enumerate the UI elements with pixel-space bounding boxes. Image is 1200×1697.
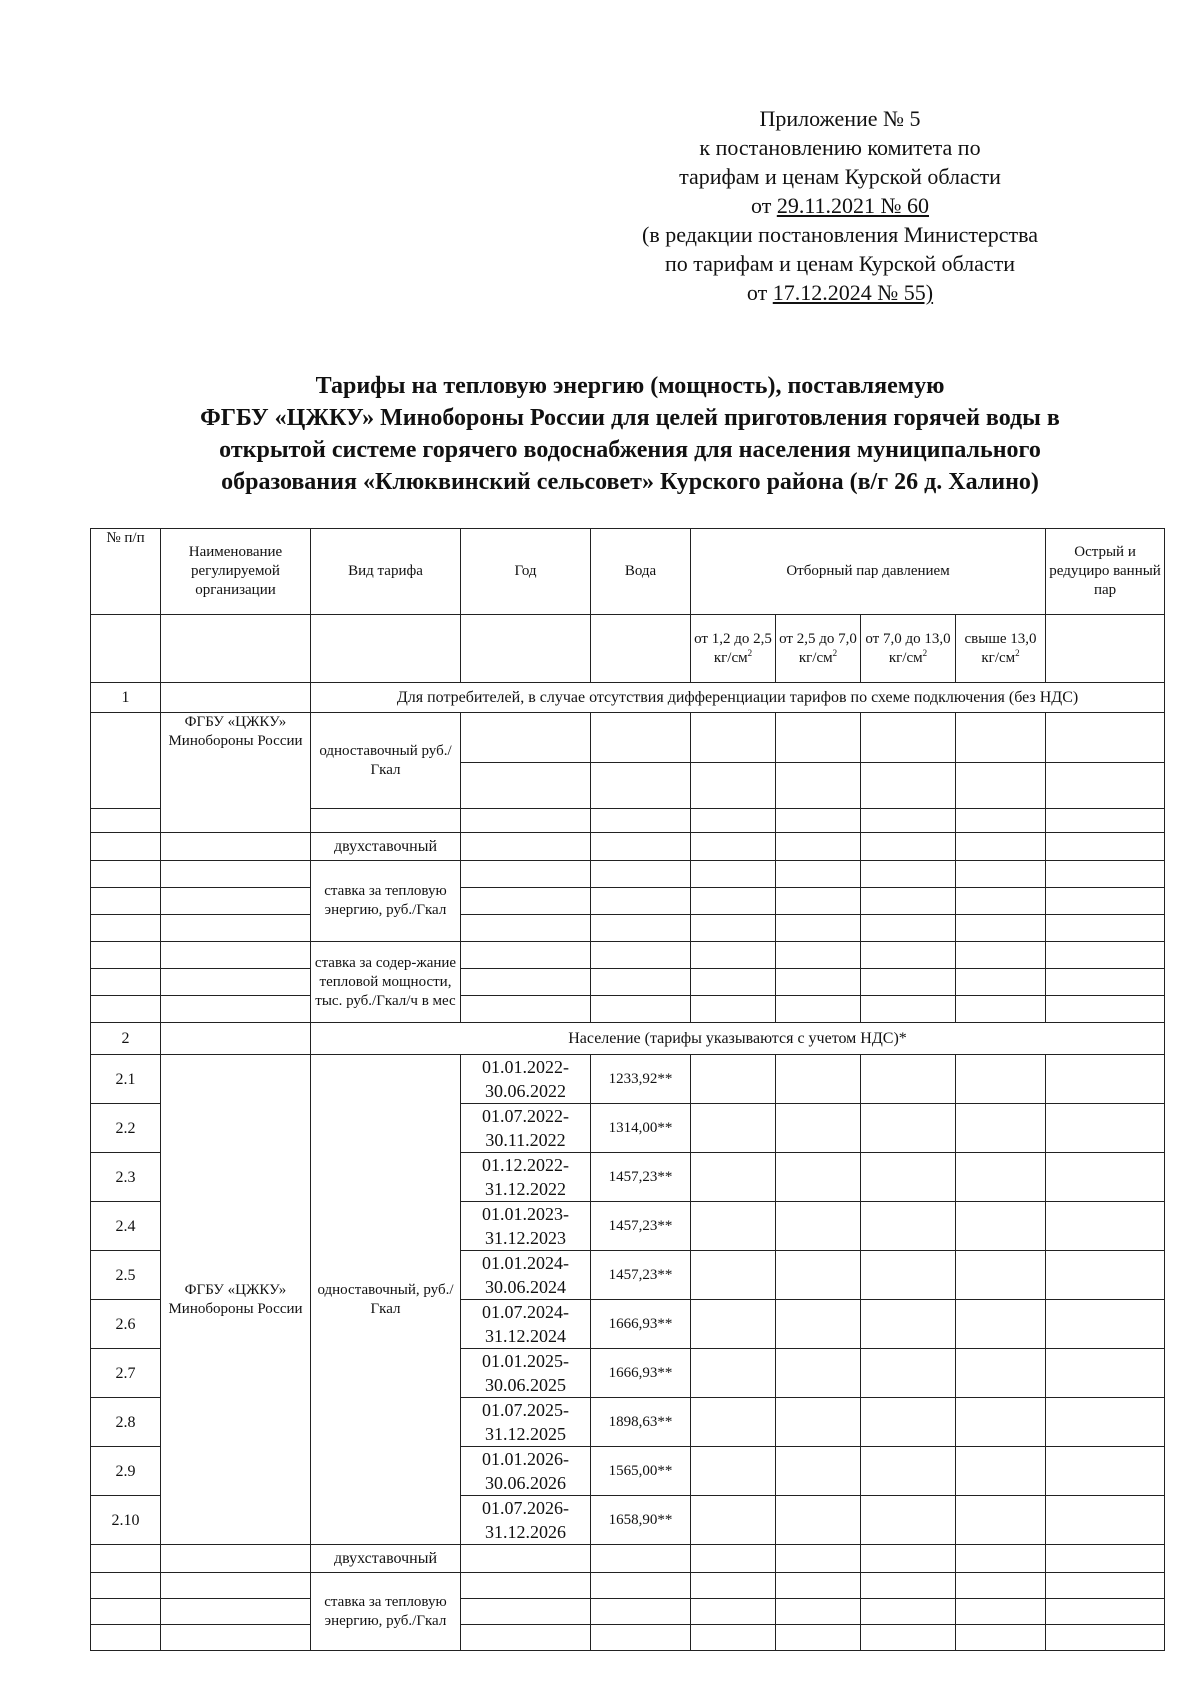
empty-cell xyxy=(461,833,591,861)
empty-cell xyxy=(691,713,776,763)
empty-cell xyxy=(691,969,776,996)
empty-cell xyxy=(776,1153,861,1202)
empty-cell xyxy=(691,1398,776,1447)
empty-cell xyxy=(691,1153,776,1202)
empty-cell xyxy=(161,1625,311,1651)
empty-cell xyxy=(591,888,691,915)
empty-cell xyxy=(861,1447,956,1496)
row-water-tariff: 1457,23** xyxy=(591,1202,691,1251)
empty-cell xyxy=(1046,1104,1165,1153)
section-1-energy-row xyxy=(91,888,1165,915)
empty-cell xyxy=(461,969,591,996)
row-period: 01.07.2025-31.12.2025 xyxy=(461,1398,591,1447)
empty-cell xyxy=(956,1625,1046,1651)
header-row xyxy=(91,529,1165,615)
empty-cell xyxy=(1046,833,1165,861)
empty-cell xyxy=(861,888,956,915)
empty-cell xyxy=(91,888,161,915)
empty-cell xyxy=(691,809,776,833)
section-1-capacity-row xyxy=(91,996,1165,1023)
empty-cell xyxy=(691,888,776,915)
empty-cell xyxy=(776,833,861,861)
empty-cell xyxy=(861,942,956,969)
row-water-tariff: 1565,00** xyxy=(591,1447,691,1496)
empty-cell xyxy=(956,713,1046,763)
empty-cell xyxy=(91,915,161,942)
row-num: 2.10 xyxy=(91,1496,161,1545)
pressure-3-label: от 7,0 до 13,0 кг/см xyxy=(865,630,951,666)
section-2-energy-row xyxy=(91,1599,1165,1625)
empty-cell xyxy=(161,888,311,915)
empty-cell xyxy=(861,1300,956,1349)
squared-sup: 2 xyxy=(922,647,928,658)
empty-cell xyxy=(861,861,956,888)
empty-cell xyxy=(161,915,311,942)
empty-cell xyxy=(1046,615,1165,683)
appendix-line: к постановлению комитета по xyxy=(699,135,981,160)
appendix-line xyxy=(600,278,1080,307)
empty-cell xyxy=(956,1202,1046,1251)
empty-cell xyxy=(956,888,1046,915)
empty-cell xyxy=(776,1625,861,1651)
empty-cell xyxy=(91,969,161,996)
row-water-tariff: 1314,00** xyxy=(591,1104,691,1153)
empty-cell xyxy=(91,861,161,888)
empty-cell xyxy=(91,1573,161,1599)
empty-cell xyxy=(956,1153,1046,1202)
row-water-tariff: 1658,90** xyxy=(591,1496,691,1545)
section-2-energy-row xyxy=(91,1625,1165,1651)
empty-cell xyxy=(776,888,861,915)
section-2-title: Население (тарифы указываются с учетом НДС)* xyxy=(311,1023,1165,1055)
empty-cell xyxy=(461,615,591,683)
empty-cell xyxy=(776,1545,861,1573)
empty-cell xyxy=(461,888,591,915)
col-header-num: № п/п xyxy=(91,529,161,615)
row-water-tariff: 1457,23** xyxy=(591,1153,691,1202)
row-num: 2.4 xyxy=(91,1202,161,1251)
empty-cell xyxy=(591,996,691,1023)
empty-cell xyxy=(956,1447,1046,1496)
row-period: 01.07.2026-31.12.2026 xyxy=(461,1496,591,1545)
col-header-org: Наименование регулируемой организации xyxy=(161,529,311,615)
amendment-ref: 17.12.2024 № 55) xyxy=(772,280,934,305)
empty-cell xyxy=(861,833,956,861)
empty-cell xyxy=(691,1300,776,1349)
empty-cell xyxy=(91,809,161,833)
empty-cell xyxy=(776,1573,861,1599)
empty-cell xyxy=(311,809,461,833)
empty-cell xyxy=(776,1251,861,1300)
section-2-two-rate-row xyxy=(91,1545,1165,1573)
empty-cell xyxy=(161,861,311,888)
row-period: 01.07.2022-30.11.2022 xyxy=(461,1104,591,1153)
empty-cell xyxy=(1046,1545,1165,1573)
empty-cell xyxy=(776,1349,861,1398)
pressure-3 xyxy=(861,615,956,683)
empty-cell xyxy=(161,942,311,969)
section-1-org: ФГБУ «ЦЖКУ» Минобороны России xyxy=(161,713,311,833)
row-num: 2.6 xyxy=(91,1300,161,1349)
appendix-line: тарифам и ценам Курской области xyxy=(679,164,1001,189)
empty-cell xyxy=(1046,1599,1165,1625)
section-1-num: 1 xyxy=(91,683,161,713)
empty-cell xyxy=(861,1251,956,1300)
row-period: 01.12.2022-31.12.2022 xyxy=(461,1153,591,1202)
empty-cell xyxy=(691,1055,776,1104)
empty-cell xyxy=(776,1055,861,1104)
empty-cell xyxy=(161,683,311,713)
resolution-ref: 29.11.2021 № 60 xyxy=(776,193,929,218)
empty-cell xyxy=(91,615,161,683)
section-1-energy-row xyxy=(91,915,1165,942)
pressure-1 xyxy=(691,615,776,683)
empty-cell xyxy=(91,713,161,809)
empty-cell xyxy=(161,1023,311,1055)
empty-cell xyxy=(91,942,161,969)
empty-cell xyxy=(861,1545,956,1573)
empty-cell xyxy=(861,713,956,763)
section-1-header xyxy=(91,683,1165,713)
section-1-energy-row xyxy=(91,861,1165,888)
row-num: 2.3 xyxy=(91,1153,161,1202)
empty-cell xyxy=(776,1599,861,1625)
row-water-tariff: 1233,92** xyxy=(591,1055,691,1104)
empty-cell xyxy=(1046,1625,1165,1651)
appendix-block xyxy=(600,104,1080,307)
empty-cell xyxy=(956,1496,1046,1545)
row-water-tariff: 1666,93** xyxy=(591,1300,691,1349)
empty-cell xyxy=(311,615,461,683)
empty-cell xyxy=(591,969,691,996)
empty-cell xyxy=(956,1545,1046,1573)
section-1-title: Для потребителей, в случае отсутствия дифференциации тарифов по схеме подключения (без НДС) xyxy=(311,683,1165,713)
empty-cell xyxy=(1046,1202,1165,1251)
empty-cell xyxy=(1046,763,1165,809)
section-1-one-rate: одноставочный руб./Гкал xyxy=(311,713,461,809)
empty-cell xyxy=(691,1104,776,1153)
empty-cell xyxy=(776,915,861,942)
empty-cell xyxy=(691,861,776,888)
empty-cell xyxy=(776,1398,861,1447)
empty-cell xyxy=(1046,1447,1165,1496)
squared-sup: 2 xyxy=(747,647,753,658)
empty-cell xyxy=(861,1202,956,1251)
empty-cell xyxy=(776,942,861,969)
empty-cell xyxy=(591,915,691,942)
section-2-energy-row xyxy=(91,1573,1165,1599)
empty-cell xyxy=(1046,915,1165,942)
empty-cell xyxy=(691,1349,776,1398)
empty-cell xyxy=(691,763,776,809)
empty-cell xyxy=(1046,942,1165,969)
empty-cell xyxy=(461,763,591,809)
section-2-num: 2 xyxy=(91,1023,161,1055)
empty-cell xyxy=(91,996,161,1023)
empty-cell xyxy=(461,1599,591,1625)
empty-cell xyxy=(776,1104,861,1153)
empty-cell xyxy=(691,942,776,969)
appendix-prefix: от xyxy=(750,193,777,218)
empty-cell xyxy=(161,1573,311,1599)
empty-cell xyxy=(776,1202,861,1251)
empty-cell xyxy=(691,833,776,861)
empty-cell xyxy=(956,833,1046,861)
title-line: открытой системе горячего водоснабжения для населения муниципального xyxy=(219,437,1041,463)
empty-cell xyxy=(161,996,311,1023)
empty-cell xyxy=(591,809,691,833)
document-title xyxy=(120,370,1140,498)
empty-cell xyxy=(776,763,861,809)
row-num: 2.9 xyxy=(91,1447,161,1496)
empty-cell xyxy=(591,713,691,763)
empty-cell xyxy=(461,996,591,1023)
empty-cell xyxy=(956,996,1046,1023)
empty-cell xyxy=(861,1349,956,1398)
empty-cell xyxy=(861,1398,956,1447)
empty-cell xyxy=(691,1202,776,1251)
title-line: образования «Клюквинский сельсовет» Курского района (в/г 26 д. Халино) xyxy=(221,469,1039,495)
empty-cell xyxy=(691,1447,776,1496)
pressure-2-label: от 2,5 до 7,0 кг/см xyxy=(779,630,857,666)
empty-cell xyxy=(691,1599,776,1625)
appendix-line xyxy=(600,191,1080,220)
empty-cell xyxy=(1046,1300,1165,1349)
empty-cell xyxy=(1046,996,1165,1023)
title-line: ФГБУ «ЦЖКУ» Минобороны России для целей приготовления горячей воды в xyxy=(200,405,1060,431)
row-num: 2.1 xyxy=(91,1055,161,1104)
empty-cell xyxy=(461,861,591,888)
empty-cell xyxy=(861,996,956,1023)
empty-cell xyxy=(956,915,1046,942)
tariff-table xyxy=(90,528,1165,1651)
empty-cell xyxy=(861,809,956,833)
empty-cell xyxy=(691,1545,776,1573)
empty-cell xyxy=(776,996,861,1023)
pressure-4-label: свыше 13,0 кг/см xyxy=(964,630,1037,666)
empty-cell xyxy=(91,1545,161,1573)
section-2-one-rate: одноставочный, руб./Гкал xyxy=(311,1055,461,1545)
title-line: Тарифы на тепловую энергию (мощность), поставляемую xyxy=(315,373,945,399)
appendix-line: (в редакции постановления Министерства xyxy=(642,222,1038,247)
pressure-2 xyxy=(776,615,861,683)
row-num: 2.7 xyxy=(91,1349,161,1398)
empty-cell xyxy=(861,969,956,996)
row-num: 2.8 xyxy=(91,1398,161,1447)
empty-cell xyxy=(461,915,591,942)
empty-cell xyxy=(1046,1398,1165,1447)
row-water-tariff: 1666,93** xyxy=(591,1349,691,1398)
empty-cell xyxy=(1046,809,1165,833)
appendix-title: Приложение № 5 xyxy=(759,106,921,131)
col-header-year: Год xyxy=(461,529,591,615)
empty-cell xyxy=(591,1573,691,1599)
empty-cell xyxy=(1046,888,1165,915)
empty-cell xyxy=(591,1625,691,1651)
empty-cell xyxy=(161,833,311,861)
row-period: 01.07.2024-31.12.2024 xyxy=(461,1300,591,1349)
empty-cell xyxy=(1046,969,1165,996)
empty-cell xyxy=(591,833,691,861)
section-2-energy-rate: ставка за тепловую энергию, руб./Гкал xyxy=(311,1573,461,1651)
squared-sup: 2 xyxy=(1015,647,1020,658)
section-1-energy-rate: ставка за тепловую энергию, руб./Гкал xyxy=(311,861,461,942)
empty-cell xyxy=(776,809,861,833)
section-2-header xyxy=(91,1023,1165,1055)
empty-cell xyxy=(691,1625,776,1651)
row-water-tariff: 1457,23** xyxy=(591,1251,691,1300)
empty-cell xyxy=(861,763,956,809)
section-2-org: ФГБУ «ЦЖКУ» Минобороны России xyxy=(161,1055,311,1545)
empty-cell xyxy=(776,1300,861,1349)
empty-cell xyxy=(1046,713,1165,763)
empty-cell xyxy=(956,1398,1046,1447)
empty-cell xyxy=(956,1251,1046,1300)
empty-cell xyxy=(1046,1055,1165,1104)
col-header-tariff-type: Вид тарифа xyxy=(311,529,461,615)
empty-cell xyxy=(161,969,311,996)
empty-cell xyxy=(1046,1496,1165,1545)
empty-cell xyxy=(956,861,1046,888)
row-period: 01.01.2026-30.06.2026 xyxy=(461,1447,591,1496)
empty-cell xyxy=(461,942,591,969)
empty-cell xyxy=(691,1251,776,1300)
empty-cell xyxy=(691,1496,776,1545)
pressure-1-label: от 1,2 до 2,5 кг/см xyxy=(694,630,772,666)
row-period: 01.01.2022-30.06.2022 xyxy=(461,1055,591,1104)
empty-cell xyxy=(861,1625,956,1651)
empty-cell xyxy=(956,1300,1046,1349)
empty-cell xyxy=(956,809,1046,833)
row-period: 01.01.2025-30.06.2025 xyxy=(461,1349,591,1398)
empty-cell xyxy=(861,1573,956,1599)
empty-cell xyxy=(956,1573,1046,1599)
row-num: 2.5 xyxy=(91,1251,161,1300)
empty-cell xyxy=(591,942,691,969)
appendix-line: по тарифам и ценам Курской области xyxy=(664,251,1016,276)
section-1-two-rate: двухставочный xyxy=(311,833,461,861)
empty-cell xyxy=(161,1599,311,1625)
empty-cell xyxy=(956,1104,1046,1153)
empty-cell xyxy=(461,1625,591,1651)
empty-cell xyxy=(776,969,861,996)
empty-cell xyxy=(691,1573,776,1599)
empty-cell xyxy=(776,713,861,763)
empty-cell xyxy=(1046,861,1165,888)
col-header-water: Вода xyxy=(591,529,691,615)
empty-cell xyxy=(1046,1573,1165,1599)
pressure-4 xyxy=(956,615,1046,683)
row-period: 01.01.2023-31.12.2023 xyxy=(461,1202,591,1251)
empty-cell xyxy=(861,1496,956,1545)
empty-cell xyxy=(91,833,161,861)
empty-cell xyxy=(91,1625,161,1651)
empty-cell xyxy=(776,861,861,888)
pressure-header-row xyxy=(91,615,1165,683)
col-header-sharp-steam: Острый и редуциро ванный пар xyxy=(1046,529,1165,615)
empty-cell xyxy=(1046,1251,1165,1300)
col-header-steam: Отборный пар давлением xyxy=(691,529,1046,615)
squared-sup: 2 xyxy=(832,647,838,658)
empty-cell xyxy=(591,861,691,888)
empty-cell xyxy=(161,1545,311,1573)
section-1-capacity-row xyxy=(91,942,1165,969)
section-1-two-rate-row xyxy=(91,833,1165,861)
empty-cell xyxy=(1046,1153,1165,1202)
empty-cell xyxy=(591,1545,691,1573)
empty-cell xyxy=(956,763,1046,809)
section-2-two-rate: двухставочный xyxy=(311,1545,461,1573)
empty-cell xyxy=(956,1349,1046,1398)
empty-cell xyxy=(956,942,1046,969)
appendix-prefix: от xyxy=(746,280,773,305)
empty-cell xyxy=(591,1599,691,1625)
table-row xyxy=(91,1055,1165,1104)
empty-cell xyxy=(861,1055,956,1104)
empty-cell xyxy=(776,1447,861,1496)
section-1-one-rate-row xyxy=(91,713,1165,763)
empty-cell xyxy=(956,1599,1046,1625)
empty-cell xyxy=(461,1545,591,1573)
row-num: 2.2 xyxy=(91,1104,161,1153)
row-period: 01.01.2024-30.06.2024 xyxy=(461,1251,591,1300)
empty-cell xyxy=(691,996,776,1023)
empty-cell xyxy=(861,1153,956,1202)
section-1-capacity-rate: ставка за содер-жание тепловой мощности, тыс. руб./Гкал/ч в мес xyxy=(311,942,461,1023)
empty-cell xyxy=(461,713,591,763)
empty-cell xyxy=(461,809,591,833)
section-1-capacity-row xyxy=(91,969,1165,996)
empty-cell xyxy=(161,615,311,683)
empty-cell xyxy=(591,615,691,683)
empty-cell xyxy=(691,915,776,942)
empty-cell xyxy=(861,1104,956,1153)
empty-cell xyxy=(956,1055,1046,1104)
empty-cell xyxy=(461,1573,591,1599)
empty-cell xyxy=(1046,1349,1165,1398)
empty-cell xyxy=(776,1496,861,1545)
row-water-tariff: 1898,63** xyxy=(591,1398,691,1447)
empty-cell xyxy=(956,969,1046,996)
empty-cell xyxy=(861,915,956,942)
empty-cell xyxy=(91,1599,161,1625)
empty-cell xyxy=(861,1599,956,1625)
empty-cell xyxy=(591,763,691,809)
